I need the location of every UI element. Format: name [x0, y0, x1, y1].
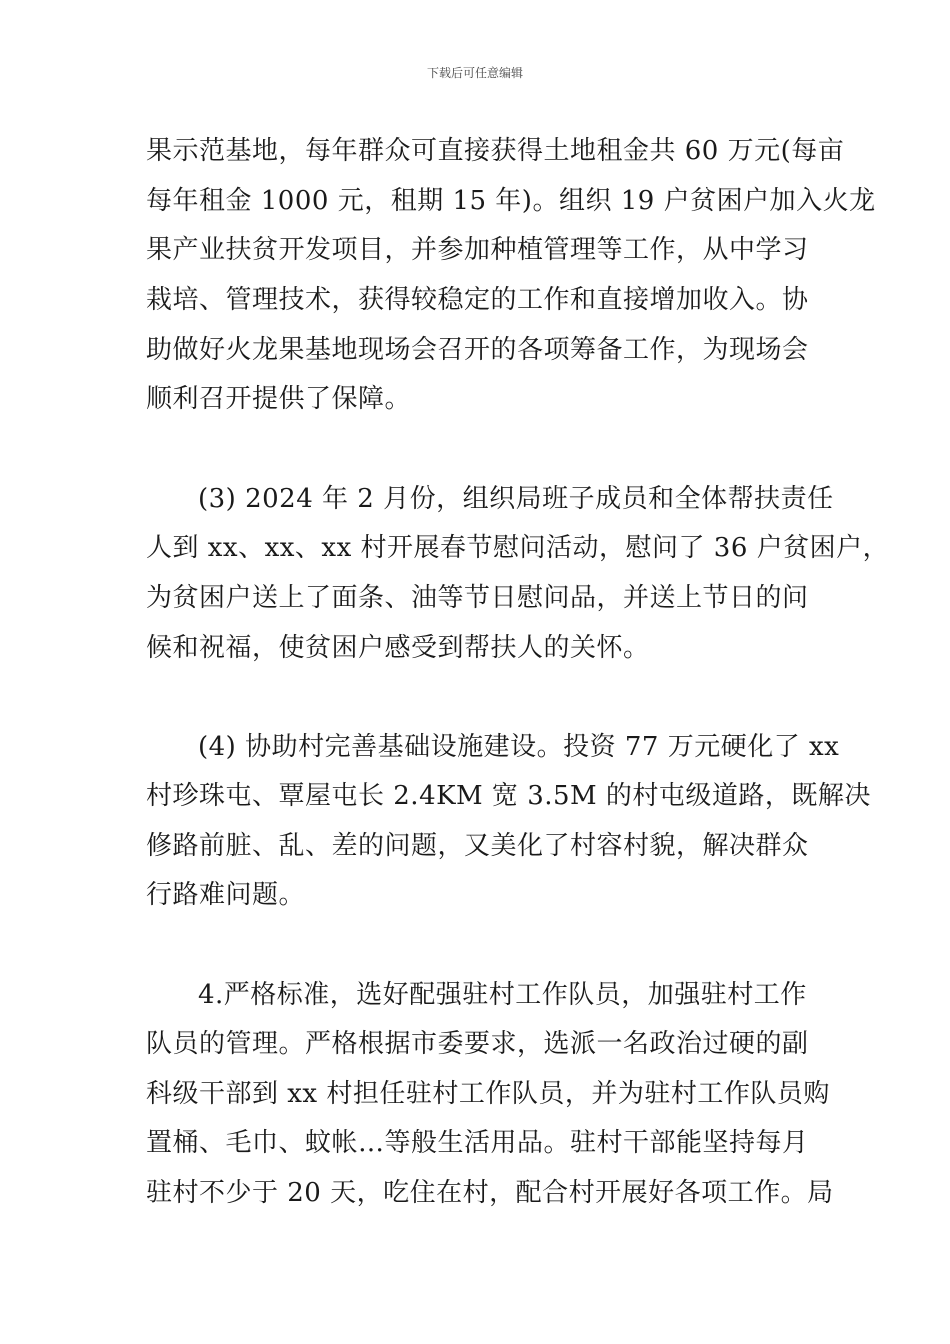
- text-line: 果示范基地，每年群众可直接获得土地租金共 60 万元(每亩: [146, 136, 845, 166]
- text-line: 4.严格标准，选好配强驻村工作队员，加强驻村工作: [198, 980, 807, 1010]
- text-line: 助做好火龙果基地现场会召开的各项筹备工作，为现场会: [146, 335, 809, 365]
- page-header: 下载后可任意编辑: [426, 66, 523, 80]
- text-line: 置桶、毛巾、蚊帐…等般生活用品。驻村干部能坚持每月: [146, 1128, 809, 1158]
- text-line: 每年租金 1000 元，租期 15 年)。组织 19 户贫困户加入火龙: [146, 186, 876, 216]
- text-line: 人到 xx、xx、xx 村开展春节慰问活动，慰问了 36 户贫困户，: [146, 533, 890, 563]
- text-line: (3) 2024 年 2 月份，组织局班子成员和全体帮扶责任: [198, 484, 834, 514]
- text-line: 村珍珠屯、覃屋屯长 2.4KM 宽 3.5M 的村屯级道路，既解决: [146, 781, 871, 811]
- text-line: 修路前脏、乱、差的问题，又美化了村容村貌，解决群众: [146, 831, 809, 861]
- text-line: 候和祝福，使贫困户感受到帮扶人的关怀。: [146, 633, 650, 663]
- text-line: 为贫困户送上了面条、油等节日慰问品，并送上节日的问: [146, 583, 809, 613]
- text-line: 驻村不少于 20 天，吃住在村，配合村开展好各项工作。局: [146, 1178, 834, 1208]
- text-line: 行路难问题。: [146, 880, 306, 910]
- text-line: (4) 协助村完善基础设施建设。投资 77 万元硬化了 xx: [198, 732, 840, 762]
- text-line: 顺利召开提供了保障。: [146, 384, 412, 414]
- text-line: 队员的管理。严格根据市委要求，选派一名政治过硬的副: [146, 1029, 809, 1059]
- text-line: 果产业扶贫开发项目，并参加种植管理等工作，从中学习: [146, 235, 809, 265]
- text-line: 栽培、管理技术，获得较稳定的工作和直接增加收入。协: [146, 285, 809, 315]
- text-line: 科级干部到 xx 村担任驻村工作队员，并为驻村工作队员购: [146, 1079, 830, 1109]
